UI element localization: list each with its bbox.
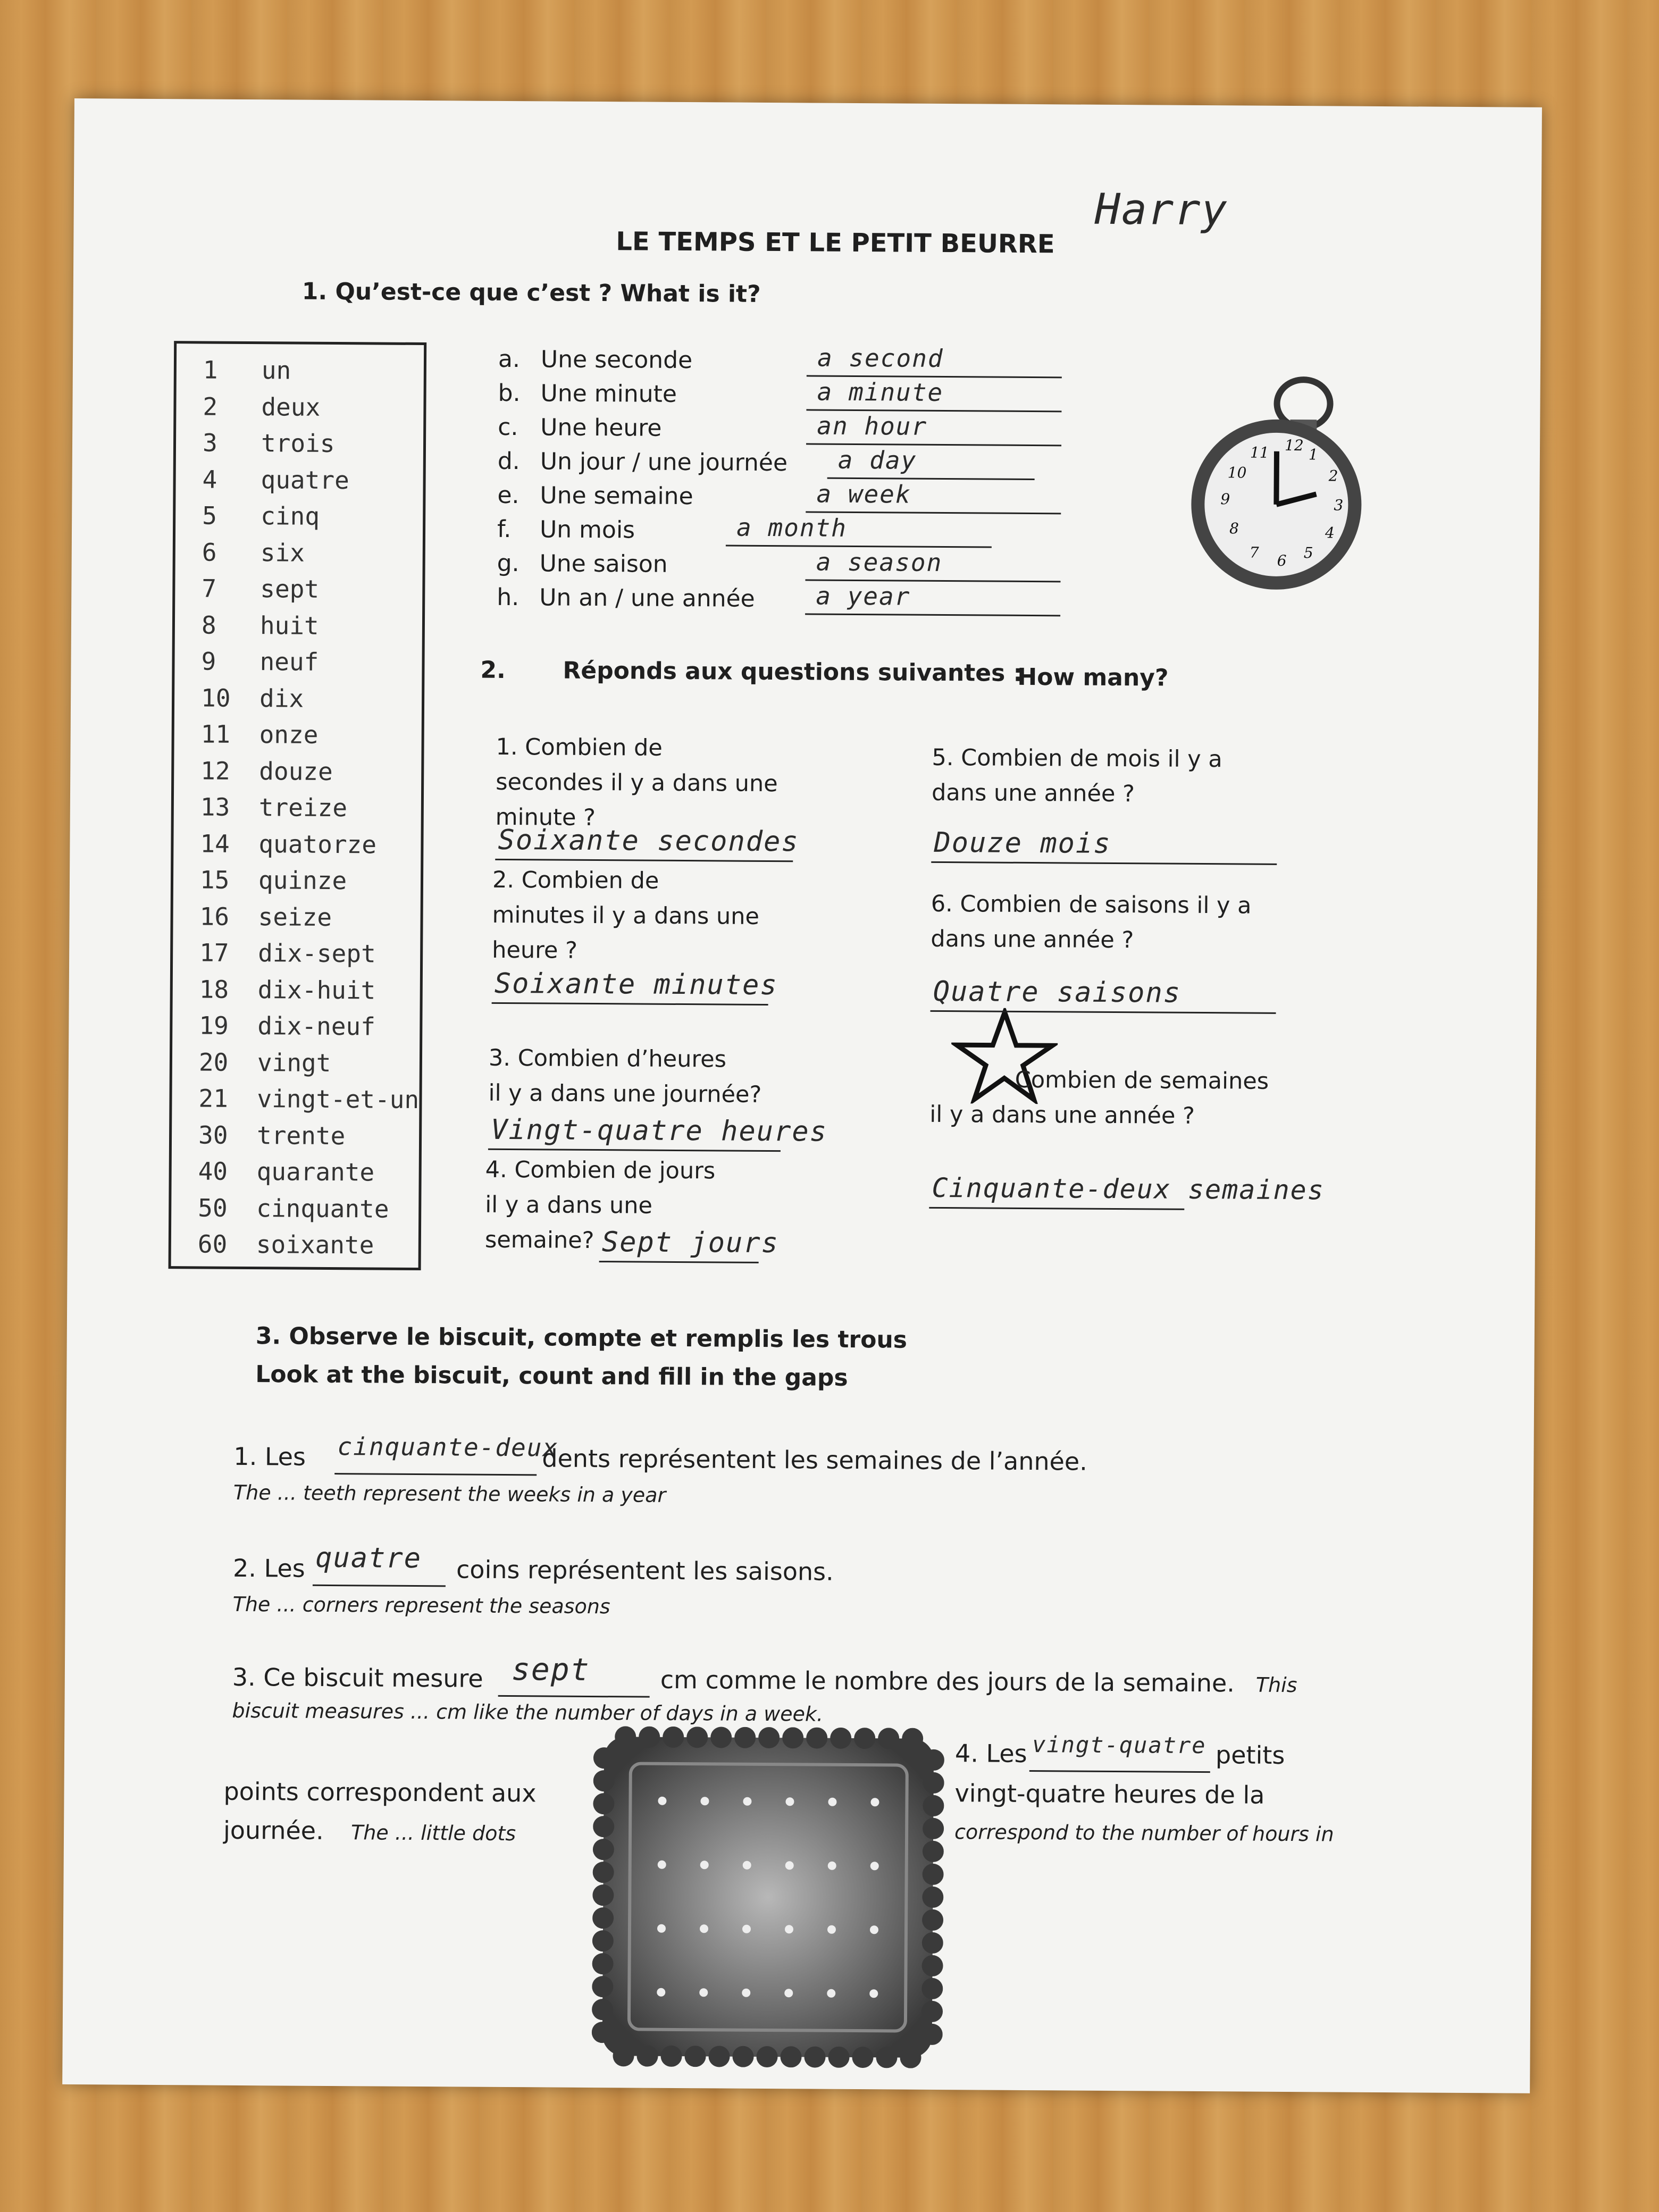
biscuit-tooth <box>922 1932 943 1954</box>
number-word: onze <box>259 720 319 749</box>
s2-q7-answer-line <box>929 1207 1184 1210</box>
number-digit: 20 <box>198 1047 229 1077</box>
biscuit-dot <box>658 1797 666 1805</box>
s1-item-text: Une semaine <box>540 482 693 510</box>
s3-sentence2-pre: 2. Les <box>232 1553 305 1583</box>
s2-q5-answer: Douze mois <box>934 826 1111 860</box>
biscuit-dot <box>742 1989 750 1997</box>
biscuit-tooth <box>593 1770 615 1791</box>
number-word: vingt <box>257 1048 331 1077</box>
number-digit: 30 <box>198 1120 228 1150</box>
number-word: sept <box>260 574 320 604</box>
biscuit-tooth <box>710 1727 732 1748</box>
number-word: treize <box>258 793 348 823</box>
svg-text:9: 9 <box>1220 490 1230 508</box>
s3-sentence3-pre: 3. Ce biscuit mesure <box>232 1662 483 1693</box>
number-word: trente <box>256 1120 346 1150</box>
number-word: dix-neuf <box>257 1011 376 1041</box>
number-word: dix-sept <box>258 939 376 968</box>
biscuit-dot <box>870 1862 879 1870</box>
number-digit: 13 <box>200 792 230 822</box>
number-digit: 21 <box>198 1084 229 1113</box>
number-row <box>203 355 291 384</box>
biscuit-tooth <box>593 1839 614 1860</box>
biscuit-tooth <box>923 1818 944 1839</box>
s2-q7-line: Combien de semaines <box>1015 1066 1269 1095</box>
biscuit-dot <box>827 1925 836 1934</box>
biscuit-dot <box>657 1924 666 1933</box>
number-digit: 6 <box>202 537 217 567</box>
biscuit-tooth <box>592 2022 613 2043</box>
biscuit-dot <box>700 1797 709 1805</box>
section2-number: 2. <box>480 656 506 684</box>
s2-q2-line: 2. Combien de <box>492 866 659 894</box>
section1-heading: 1. Qu’est-ce que c’est ? What is it? <box>301 278 761 308</box>
number-word: un <box>261 356 291 385</box>
s2-q4-line: il y a dans une <box>485 1191 653 1219</box>
s2-q4-answer-line <box>599 1261 759 1263</box>
number-row <box>203 428 335 458</box>
svg-text:11: 11 <box>1250 443 1269 462</box>
svg-text:4: 4 <box>1325 524 1335 542</box>
number-digit: 14 <box>200 828 230 858</box>
s3-blank2 <box>313 1585 446 1587</box>
number-row <box>202 538 305 567</box>
biscuit-tooth <box>902 1728 923 1749</box>
biscuit-dot <box>700 1924 708 1933</box>
biscuit-tooth <box>923 1841 944 1862</box>
biscuit-tooth <box>732 2046 753 2067</box>
number-digit: 11 <box>200 719 231 749</box>
biscuit-dot <box>699 1988 708 1997</box>
s2-q1-line: 1. Combien de <box>496 733 663 761</box>
biscuit-dot <box>743 1861 751 1870</box>
number-row <box>201 719 319 749</box>
svg-text:7: 7 <box>1249 543 1259 562</box>
number-digit: 19 <box>199 1011 229 1040</box>
biscuit-tooth <box>660 2046 682 2067</box>
page-title: LE TEMPS ET LE PETIT BEURRE <box>616 227 1055 259</box>
s3-sentence4-left1: points correspondent aux <box>223 1777 537 1808</box>
number-word: huit <box>259 610 319 640</box>
number-row <box>200 756 333 786</box>
s3-answer3: sept <box>511 1651 590 1688</box>
biscuit-tooth <box>639 1727 660 1748</box>
s1-item-answer: an hour <box>817 411 928 441</box>
s2-q3-line: 3. Combien d’heures <box>488 1044 727 1073</box>
s1-item-text: Une heure <box>540 414 662 442</box>
biscuit-tooth <box>921 2001 943 2022</box>
number-row <box>198 1120 345 1150</box>
s3-sentence2-post: coins représentent les saisons. <box>456 1555 834 1586</box>
s1-item-letter: f. <box>497 515 512 543</box>
section3-heading-en: Look at the biscuit, count and fill in the gaps <box>255 1361 848 1392</box>
biscuit-tooth <box>923 1749 944 1771</box>
number-row <box>201 647 319 676</box>
number-digit: 40 <box>198 1157 228 1186</box>
s2-q7-answer: Cinquante-deux semaines <box>932 1172 1325 1206</box>
s2-q4-line: semaine? <box>484 1226 594 1254</box>
biscuit-tooth <box>922 1887 943 1908</box>
number-row <box>198 1157 375 1186</box>
number-row <box>201 683 304 713</box>
biscuit-tooth <box>758 1727 780 1748</box>
number-digit: 50 <box>198 1193 228 1222</box>
biscuit-tooth <box>923 1864 944 1885</box>
svg-text:6: 6 <box>1277 551 1287 569</box>
s3-sentence1-en: The ... teeth represent the weeks in a year <box>233 1480 666 1507</box>
section3-heading: 3. Observe le biscuit, compte et remplis les trous <box>255 1322 908 1354</box>
biscuit-dot <box>700 1861 709 1869</box>
biscuit-tooth <box>592 1953 613 1974</box>
s2-q2-answer: Soixante minutes <box>494 967 778 1002</box>
biscuit-tooth <box>806 1727 827 1748</box>
number-row <box>199 938 376 968</box>
s1-item-text: Une seconde <box>540 346 693 374</box>
biscuit-tooth <box>592 1930 614 1951</box>
biscuit-dot <box>828 1862 836 1870</box>
biscuit-tooth <box>663 1727 684 1748</box>
s1-item-letter: b. <box>498 379 521 407</box>
biscuit-tooth <box>593 1816 614 1837</box>
s3-sentence4-line2: vingt-quatre heures de la <box>954 1779 1265 1809</box>
number-digit: 2 <box>203 391 218 421</box>
s3-answer1: cinquante-deux <box>337 1432 559 1462</box>
biscuit-dot <box>870 1798 879 1806</box>
number-row <box>202 501 320 530</box>
s2-q6-answer: Quatre saisons <box>933 975 1182 1009</box>
s3-blank1 <box>334 1473 537 1476</box>
number-row <box>200 865 347 895</box>
biscuit-tooth <box>686 1727 708 1748</box>
biscuit-tooth <box>900 2047 921 2068</box>
svg-text:8: 8 <box>1229 520 1239 538</box>
s1-item-letter: c. <box>498 413 518 441</box>
s2-q3-line: il y a dans une journée? <box>488 1079 762 1108</box>
biscuit-tooth <box>828 2047 849 2068</box>
biscuit-tooth <box>876 2047 897 2068</box>
number-row <box>198 1193 389 1223</box>
number-digit: 3 <box>202 428 217 457</box>
svg-text:1: 1 <box>1308 446 1318 464</box>
biscuit-tooth <box>592 1999 613 2020</box>
s3-sentence2-en: The ... corners represent the seasons <box>232 1592 610 1619</box>
biscuit-tooth <box>922 1909 943 1931</box>
biscuit-dot <box>828 1798 836 1806</box>
number-word: vingt-et-un <box>257 1084 420 1114</box>
biscuit-tooth <box>830 1728 851 1749</box>
s2-q4-line: 4. Combien de jours <box>485 1156 716 1185</box>
biscuit-tooth <box>804 2046 825 2067</box>
biscuit-tooth <box>615 1726 636 1747</box>
section2-heading-en: How many? <box>1017 663 1169 692</box>
s2-q3-answer-line <box>488 1149 781 1152</box>
biscuit-dot <box>827 1989 835 1998</box>
s2-q5-line: dans une année ? <box>931 779 1135 808</box>
number-digit: 8 <box>201 610 216 640</box>
biscuit-dot <box>743 1797 751 1806</box>
number-digit: 10 <box>200 683 231 713</box>
number-word: six <box>260 538 305 567</box>
number-digit: 60 <box>197 1229 228 1259</box>
s2-q2-answer-line <box>492 1002 768 1006</box>
number-word: quatre <box>261 465 349 495</box>
s2-q6-line: 6. Combien de saisons il y a <box>931 890 1252 919</box>
biscuit-tooth <box>923 1772 944 1794</box>
s1-item-answer: a month <box>736 513 848 542</box>
s2-q1-line: minute ? <box>495 803 596 832</box>
number-row <box>199 975 376 1004</box>
biscuit-dot <box>742 1925 751 1933</box>
s1-item-answer: a day <box>837 445 917 475</box>
s1-item-answer: a minute <box>817 377 944 407</box>
s3-sentence4-pre: 4. Les <box>954 1739 1027 1769</box>
number-digit: 12 <box>200 756 230 785</box>
biscuit-tooth <box>921 1955 943 1976</box>
biscuit-tooth <box>756 2046 777 2067</box>
number-digit: 17 <box>199 938 229 967</box>
s3-sentence4-line3: correspond to the number of hours in <box>954 1820 1334 1846</box>
biscuit-tooth <box>708 2046 730 2067</box>
biscuit-dot <box>785 1861 794 1870</box>
number-digit: 5 <box>202 501 217 530</box>
biscuit-dot <box>869 1989 878 1998</box>
s1-item-answer: a year <box>816 581 911 611</box>
petit-beurre-biscuit-image <box>591 1726 944 2068</box>
s3-sentence3-en-a: This <box>1255 1673 1297 1697</box>
number-row <box>202 465 349 495</box>
worksheet-paper <box>62 98 1542 2093</box>
biscuit-tooth <box>852 2047 873 2068</box>
s2-q6-line: dans une année ? <box>931 925 1134 954</box>
s2-q5-answer-line <box>931 861 1277 865</box>
number-word: seize <box>258 902 332 932</box>
biscuit-tooth <box>923 1795 944 1816</box>
section2-heading: Réponds aux questions suivantes : <box>563 657 1023 687</box>
svg-text:10: 10 <box>1227 464 1247 482</box>
s1-item-letter: e. <box>497 481 520 509</box>
s1-item-text: Un an / une année <box>539 584 755 613</box>
number-word: dix <box>259 683 304 713</box>
number-word: cinq <box>261 501 320 531</box>
s1-answer-line <box>805 613 1060 616</box>
biscuit-tooth <box>782 1727 803 1748</box>
s3-blank3 <box>498 1695 650 1698</box>
s2-q4-answer: Sept jours <box>601 1226 780 1260</box>
s2-q2-line: heure ? <box>492 936 578 964</box>
s3-sentence4-post: petits <box>1215 1740 1285 1770</box>
number-word: quinze <box>258 866 347 895</box>
number-digit: 16 <box>199 901 230 931</box>
numbers-box <box>169 341 427 1270</box>
svg-text:3: 3 <box>1334 496 1344 514</box>
biscuit-tooth <box>684 2046 706 2067</box>
number-digit: 1 <box>203 355 218 384</box>
s1-item-letter: h. <box>497 583 520 611</box>
biscuit-dot <box>658 1861 666 1869</box>
number-row <box>202 610 319 640</box>
biscuit-tooth <box>878 1728 899 1749</box>
svg-text:5: 5 <box>1303 544 1313 562</box>
biscuit-tooth <box>921 1978 943 1999</box>
number-row <box>202 574 319 603</box>
number-row <box>199 902 332 932</box>
number-word: quarante <box>256 1157 375 1187</box>
number-word: quatorze <box>258 829 377 859</box>
number-row <box>199 1011 375 1041</box>
biscuit-tooth <box>734 1727 756 1748</box>
s2-q5-line: 5. Combien de mois il y a <box>932 744 1222 773</box>
biscuit-dot <box>785 1797 794 1806</box>
number-word: cinquante <box>256 1193 389 1224</box>
s1-item-answer: a second <box>817 343 944 373</box>
biscuit-tooth <box>592 1907 614 1929</box>
s3-sentence3-post: cm comme le nombre des jours de la semaine. <box>660 1665 1235 1698</box>
number-digit: 4 <box>202 464 217 494</box>
s3-sentence4-left2-en: The ... little dots <box>350 1821 516 1846</box>
number-word: dix-huit <box>257 975 376 1004</box>
s3-sentence3-en-b: biscuit measures ... cm like the number of days in a week. <box>232 1698 824 1726</box>
biscuit-tooth <box>921 2024 943 2045</box>
s1-item-text: Une minute <box>540 380 677 408</box>
biscuit-tooth <box>613 2045 634 2066</box>
number-digit: 15 <box>199 865 230 894</box>
number-row <box>203 392 320 421</box>
number-row <box>198 1229 374 1259</box>
number-word: deux <box>261 392 321 422</box>
biscuit-tooth <box>593 1747 615 1769</box>
s3-sentence1-post: dents représentent les semaines de l’année. <box>542 1444 1088 1476</box>
s3-sentence4-left2: journée. <box>223 1815 324 1845</box>
s1-item-letter: d. <box>497 447 520 475</box>
s2-q1-line: secondes il y a dans une <box>496 768 778 798</box>
svg-text:12: 12 <box>1284 436 1304 455</box>
number-word: douze <box>259 756 333 786</box>
svg-text:2: 2 <box>1328 467 1338 485</box>
s1-item-letter: g. <box>497 549 520 577</box>
s3-answer2: quatre <box>315 1541 422 1575</box>
s2-q3-answer: Vingt-quatre heures <box>490 1113 828 1148</box>
number-digit: 7 <box>202 574 217 603</box>
s1-item-text: Un mois <box>539 516 635 544</box>
biscuit-dot <box>784 1989 793 1997</box>
handwritten-name: Harry <box>1094 184 1228 235</box>
biscuit-tooth <box>780 2046 801 2067</box>
biscuit-tooth <box>593 1862 614 1883</box>
s1-item-text: Un jour / une journée <box>540 448 788 477</box>
biscuit-tooth <box>854 1728 875 1749</box>
number-digit: 9 <box>201 647 216 676</box>
s2-q7-line: il y a dans une année ? <box>929 1101 1195 1129</box>
number-row <box>199 1048 331 1077</box>
s3-blank4 <box>1029 1770 1210 1773</box>
biscuit-dot <box>870 1925 878 1934</box>
s1-item-text: Une saison <box>539 550 668 578</box>
biscuit-dot <box>657 1988 665 1997</box>
number-row <box>200 829 376 859</box>
biscuit-tooth <box>592 1976 613 1997</box>
biscuit-tooth <box>593 1793 614 1814</box>
biscuit-tooth <box>592 1884 614 1906</box>
s1-item-letter: a. <box>498 345 521 373</box>
biscuit-dot <box>785 1925 793 1933</box>
s2-q1-answer: Soixante secondes <box>498 824 799 858</box>
number-word: neuf <box>259 647 319 676</box>
s3-answer4: vingt-quatre <box>1032 1731 1206 1759</box>
number-digit: 18 <box>199 974 229 1004</box>
number-word: trois <box>261 429 335 458</box>
s3-sentence1-pre: 1. Les <box>233 1442 306 1471</box>
number-row <box>198 1084 419 1114</box>
number-word: soixante <box>256 1230 374 1260</box>
s1-item-answer: a week <box>816 479 911 509</box>
stopwatch-image <box>1180 371 1372 590</box>
number-row <box>200 792 347 822</box>
biscuit-tooth <box>636 2046 658 2067</box>
s2-q1-answer-line <box>495 859 793 862</box>
s1-item-answer: a season <box>816 547 943 577</box>
s2-q2-line: minutes il y a dans une <box>492 901 760 930</box>
